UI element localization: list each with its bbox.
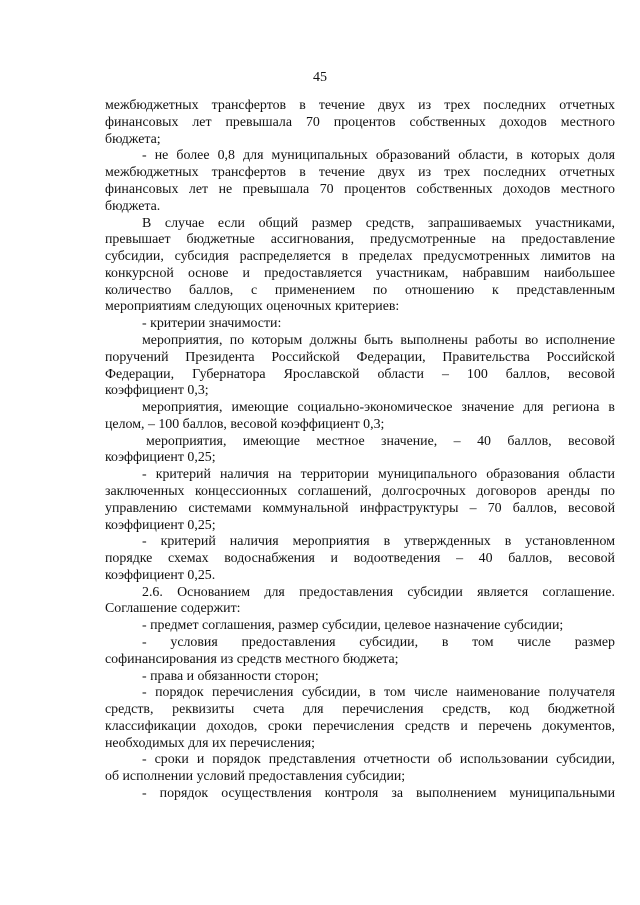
text-line: - сроки и порядок представления отчетности об использовании субсидии, (142, 752, 615, 768)
text-line: поручений Президента Российской Федерации, Правительства Российской (105, 349, 615, 365)
text-line: - права и обязанности сторон; (142, 668, 319, 684)
text-line: бюджета; (105, 131, 161, 147)
text-line: В случае если общий размер средств, запрашиваемых участниками, (142, 215, 615, 231)
text-line: заключенных концессионных соглашений, долгосрочных договоров аренды по (105, 483, 615, 499)
text-line: классификации доходов, сроки перечисления средств и перечень документов, (105, 718, 615, 734)
text-line: бюджета. (105, 198, 161, 214)
text-line: мероприятия, имеющие социально-экономическое значение для региона в (142, 400, 615, 415)
text-line: мероприятия, имеющие местное значение, – 40 баллов, весовой (146, 433, 615, 449)
text-line: об исполнении условий предоставления субсидии; (105, 769, 406, 785)
text-line: - не более 0,8 для муниципальных образований области, в которых доля (142, 148, 615, 164)
text-line: софинансирования из средств местного бюджета; (105, 651, 399, 667)
text-line: управлению системами коммунальной инфраструктуры – 70 баллов, весовой (105, 500, 615, 516)
text-line: межбюджетных трансфертов в течение двух из трех последних отчетных (105, 165, 615, 181)
text-line: превышает бюджетные ассигнования, предусмотренные на предоставление (105, 232, 615, 248)
text-line: - критерии значимости: (142, 316, 282, 332)
text-line: 2.6. Основанием для предоставления субсидии является соглашение. (142, 584, 615, 600)
text-line: мероприятия, по которым должны быть выполнены работы во исполнение (142, 332, 615, 348)
text-line: - критерий наличия на территории муниципального образования области (142, 467, 615, 483)
text-line: мероприятиям следующих оценочных критериев: (105, 299, 400, 315)
text-line: финансовых лет превышала 70 процентов собственных доходов местного (105, 114, 615, 130)
text-line: - предмет соглашения, размер субсидии, целевое назначение субсидии; (142, 618, 564, 634)
text-line: порядке схемах водоснабжения и водоотведения – 40 баллов, весовой (105, 551, 615, 567)
text-line: - порядок перечисления субсидии, в том числе наименование получателя (142, 685, 615, 701)
text-line: целом, – 100 баллов, весовой коэффициент 0,3; (105, 416, 385, 432)
text-line: конкурсной основе и предоставляется участникам, набравшим наибольшее (105, 265, 615, 281)
page-number: 45 (313, 70, 327, 85)
text-line: необходимых для их перечисления; (105, 735, 315, 751)
text-line: субсидии, субсидия распределяется в пределах предусмотренных лимитов на (105, 249, 615, 264)
text-line: - порядок осуществления контроля за выполнением муниципальными (142, 786, 615, 801)
text-line: коэффициент 0,3; (105, 383, 209, 399)
text-line: - условия предоставления субсидии, в том числе размер (142, 635, 615, 650)
text-line: коэффициент 0,25; (105, 450, 216, 466)
text-line: межбюджетных трансфертов в течение двух из трех последних отчетных (105, 98, 615, 113)
text-line: Соглашение содержит: (105, 601, 241, 617)
text-line: Федерации, Губернатора Ярославской области – 100 баллов, весовой (105, 366, 615, 382)
text-line: коэффициент 0,25. (105, 567, 216, 583)
text-line: средств, реквизиты счета для перечисления средств, код бюджетной (105, 702, 615, 718)
text-line: количество баллов, с применением по отношению к представленным (105, 282, 615, 298)
text-line: финансовых лет не превышала 70 процентов собственных доходов местного (105, 181, 615, 197)
text-line: коэффициент 0,25; (105, 517, 216, 533)
text-line: - критерий наличия мероприятия в утвержденных в установленном (142, 534, 615, 550)
